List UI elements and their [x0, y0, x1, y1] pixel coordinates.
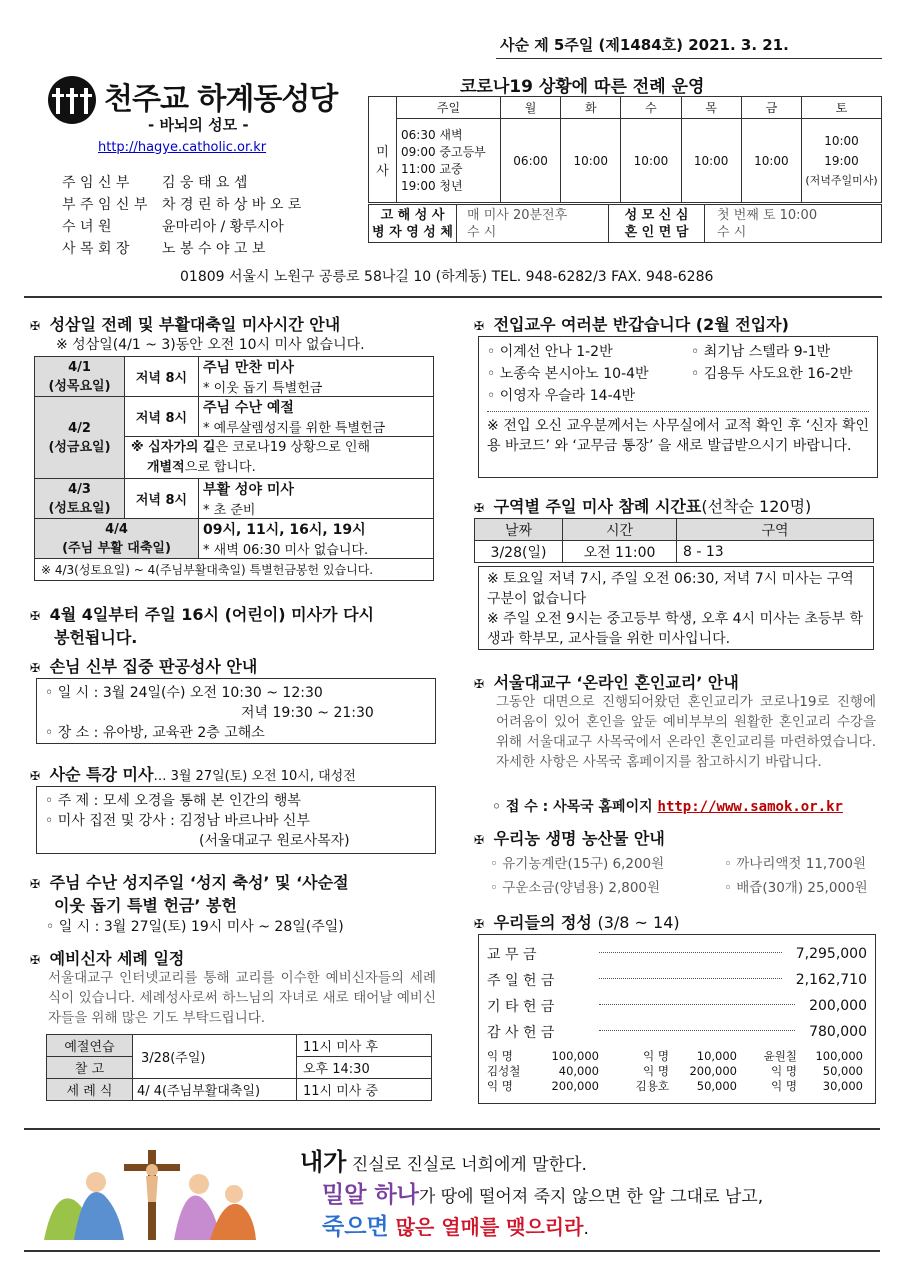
issue-line: 사순 제 5주일 (제1484호) 2021. 3. 21. [500, 36, 789, 54]
parish-name: 천주교 하계동성당 [104, 82, 338, 117]
palm-section-title: ✠ 주님 수난 성지주일 ‘성지 축성’ 및 ‘사순절 이웃 돕기 특별 헌금’ 봉헌 [30, 873, 349, 915]
cross-note: ※ 십자가의 길은 코로나19 상황으로 인해 개별적으로 합니다. [125, 437, 434, 479]
newcomers-section-title: ✠ 전입교우 여러분 반갑습니다 (2월 전입자) [474, 315, 789, 334]
baptism-body: 서울대교구 인터넷교리를 통해 교리를 이수한 예비신자들의 세례식이 있습니다. 세례성사로써 하느님의 자녀로 새로 태어날 예비신자들을 위해 많은 기도 부탁드립니다. [48, 970, 436, 1026]
confession-section-title: ✠ 손님 신부 집중 판공성사 안내 [30, 657, 258, 676]
staff-name: 김 웅 태 요 셉 [162, 175, 248, 191]
divider [24, 296, 882, 298]
offering-section-title: ✠ 우리들의 정성 (3/8 ~ 14) [474, 913, 680, 932]
district-table: 날짜 시간 구역 3/28(일) 오전 11:00 8 - 13 [474, 518, 874, 563]
bullet-icon: ✠ [30, 319, 41, 333]
divider [496, 58, 882, 59]
offering-box [478, 934, 876, 1104]
bullet-icon: ✠ [30, 661, 41, 675]
crucifixion-icon [34, 1140, 264, 1240]
parish-url-link[interactable]: http://hagye.catholic.or.kr [98, 140, 267, 155]
offering-row: 감 사 헌 금 780,000 [487, 1024, 867, 1041]
parish-address: 01809 서울시 노원구 공릉로 58나길 10 (하계동) TEL. 948-6282/3 FAX. 948-6286 [180, 269, 714, 285]
offering-row: 교 무 금 7,295,000 [487, 946, 867, 963]
verse-line-2: 밀알 하나가 땅에 떨어져 죽지 않으면 한 알 그대로 남고, [322, 1182, 764, 1208]
bullet-icon: ✠ [474, 319, 485, 333]
confession-box: ◦ 일 시 : 3월 24일(수) 오전 10:30 ~ 12:30 저녁 19:30 ~ 21:30 ◦ 장 소 : 유아방, 교육관 2층 고해소 [36, 678, 436, 744]
newcomers-box: ◦ 이계선 안나 1-2반 ◦ 노종숙 본시아노 10-4반 ◦ 이영자 우슬라 14-4반 ◦ 최기남 스텔라 9-1반 ◦ 김용두 사도요한 16-2반 ※ 전입 오신 교우분께서는 사무실에서 교적 확인 후 ‘신자 확인용 바코드’ 와 ‘교무금 통장’ 을 새로 발급받으시기 바랍니다. [478, 336, 878, 478]
bullet-icon: ✠ [474, 677, 485, 691]
liturgy-table: 주일 월 화 수 목 금 토 미 사 06:30 새벽 09:00 중고등부 11:00 교중 19:00 청년 06:00 10:00 10:00 10:00 10:00 10:00 19:00 (저녁주일미사) [368, 96, 882, 203]
cross-logo-icon [46, 74, 98, 126]
children-mass-title: ✠ 4월 4일부터 주일 16시 (어린이) 미사가 다시 봉헌됩니다. [30, 605, 374, 647]
marriage-section-title: ✠ 서울대교구 ‘온라인 혼인교리’ 안내 [474, 673, 739, 692]
lecture-box: ◦ 주 제 : 모세 오경을 통해 본 인간의 행복 ◦ 미사 집전 및 강사 : 김정남 바르나바 신부 (서울대교구 원로사목자) [36, 786, 436, 854]
lecture-section-title: ✠ 사순 특강 미사… 3월 27일(토) 오전 10시, 대성전 [30, 765, 356, 784]
parish-logo [46, 74, 98, 130]
sacrament-table: 고 해 성 사 병 자 영 성 체 매 미사 20분전후 수 시 성 모 신 심 혼 인 면 담 첫 번째 토 10:00 수 시 [368, 204, 882, 243]
staff-name: 차 경 린 하 상 바 오 로 [162, 197, 302, 213]
bullet-icon: ✠ [474, 501, 485, 515]
parish-patron: - 바뇌의 성모 - [148, 116, 249, 134]
palm-date: ◦ 일 시 : 3월 27일(토) 19시 미사 ~ 28일(주일) [46, 919, 344, 935]
verse-line-3: 죽으면 많은 열매를 맺으리라. [322, 1214, 589, 1240]
bullet-icon: ✠ [474, 917, 485, 931]
samok-link[interactable]: http://www.samok.or.kr [657, 799, 843, 815]
farm-section-title: ✠ 우리농 생명 농산물 안내 [474, 829, 665, 848]
staff-role: 주 임 신 부 [62, 175, 130, 191]
holyweek-table: 4/1 (성목요일) 저녁 8시 주님 만찬 미사 * 이웃 돕기 특별헌금 4/2 (성금요일) 저녁 8시 주님 수난 예절 * 예루살렘성지를 위한 특별헌금 ※ 십자가의 길은 코로나19 상황으로 인해 개별적으로 합니다. 4/3 (성토요일) 저녁 8시 부활 성야 미사 * 초 준비 4/4 (주님 부활 대축일) 09시, 11시, 16시, 19시 * 새벽 06:30 미사 없습니다. ※ 4/3(성토요일) ~ 4(주님부활대축일) 특별헌금봉헌 있습니다. [34, 356, 434, 581]
staff-name: 윤마리아 / 황루시아 [162, 219, 284, 235]
donor-list: 익 명 100,000 익 명 10,000 윤원칠 100,000 김성철 40,000 익 명 200,000 익 명 50,000 익 명 200,000 김용호 50,000 익 명 30,000 [487, 1049, 863, 1093]
offering-row: 기 타 헌 금 200,000 [487, 998, 867, 1015]
mass-label: 미 사 [369, 119, 397, 203]
district-notes: ※ 토요일 저녁 7시, 주일 오전 06:30, 저녁 7시 미사는 구역 구분이 없습니다 ※ 주일 오전 9시는 중고등부 학생, 오후 4시 미사는 초등부 학생과 학부모, 교사들을 위한 미사입니다. [478, 566, 874, 650]
offering-row: 주 일 헌 금 2,162,710 [487, 972, 867, 989]
holyweek-note: ※ 성삼일(4/1 ~ 3)동안 오전 10시 미사 없습니다. [56, 337, 365, 353]
marriage-apply: ◦ 접 수 : 사목국 홈페이지 http://www.samok.or.kr [492, 799, 843, 815]
crucifixion-illustration [34, 1140, 264, 1244]
staff-list [62, 172, 352, 260]
district-section-title: ✠ 구역별 주일 미사 참례 시간표(선착순 120명) [474, 497, 812, 516]
staff-name: 노 봉 수 야 고 보 [162, 241, 266, 257]
divider [24, 1250, 880, 1252]
bullet-icon: ✠ [30, 769, 41, 783]
baptism-section-title: ✠ 예비신자 세례 일정 [30, 949, 185, 968]
liturgy-title: 코로나19 상황에 따른 전례 운영 [460, 77, 705, 97]
bullet-icon: ✠ [474, 833, 485, 847]
holyweek-section-title: ✠ 성삼일 전례 및 부활대축일 미사시간 안내 [30, 315, 341, 334]
bullet-icon: ✠ [30, 609, 41, 623]
bullet-icon: ✠ [30, 953, 41, 967]
staff-role: 부 주 임 신 부 [62, 197, 148, 213]
baptism-table: 예절연습 3/28(주일) 11시 미사 후 찰 고 오후 14:30 세 례 식 4/ 4(주님부활대축일) 11시 미사 중 [46, 1034, 432, 1101]
marriage-body: 그동안 대면으로 진행되어왔던 혼인교리가 코로나19로 진행에 어려움이 있어 혼인을 앞둔 예비부부의 원활한 혼인교리 수강을 위해 서울대교구 사목국에서 온라인 혼인교리를 마련하였습니다. 자세한 사항은 사목국 홈페이지를 참고하시기 바랍니다. [496, 694, 876, 770]
bullet-icon: ✠ [30, 877, 41, 891]
staff-role: 사 목 회 장 [62, 241, 130, 257]
divider [24, 1128, 880, 1130]
verse-line-1: 내가 진실로 진실로 너희에게 말한다. [300, 1148, 587, 1176]
staff-role: 수 녀 원 [62, 219, 112, 235]
farm-list: ◦ 유기농계란(15구) 6,200원 ◦ 까나리액젓 11,700원 ◦ 구운소금(양념용) 2,800원 ◦ 배즙(30개) 25,000원 [490, 856, 868, 896]
